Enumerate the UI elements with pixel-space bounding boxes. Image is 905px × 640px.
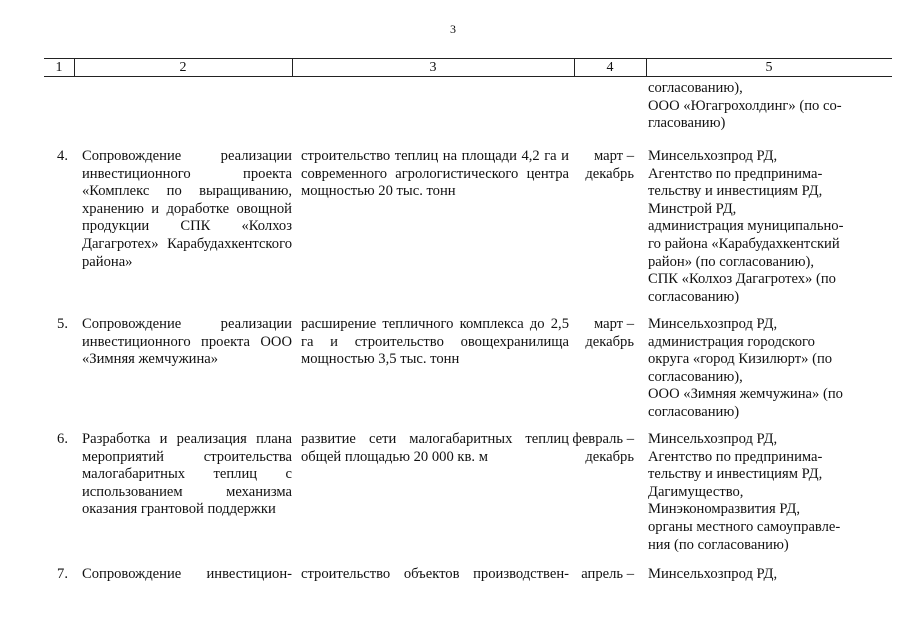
row-responsible: Минсельхозпрод РД, <box>648 566 778 582</box>
header-col-3: 3 <box>429 60 437 75</box>
row-responsible: Минсельхозпрод РД, администрация городского округа «город Кизилюрт» (по согласованию), ООО «Зимняя жемчужина» (по согласованию) <box>648 316 843 420</box>
row-responsible: Минсельхозпрод РД, Агентство по предпринима- тельству и инвестициям РД, Дагимущество, Минэкономразвития РД, органы местного самоуправле- ния (по согласованию) <box>648 431 841 553</box>
continued-line: гласованию) <box>648 115 726 132</box>
row-term: апрель – <box>581 566 634 582</box>
row-number: 4. <box>57 148 68 164</box>
row-event: Сопровождение реализации инвестиционного проекта «Комплекс по выращиванию, хранению и доработке овощной продукции СПК «Колхоз Дагагротех» Карабудахкентского района» <box>82 148 292 270</box>
row-number: 5. <box>57 316 68 332</box>
row-number: 6. <box>57 431 68 447</box>
row-result: расширение тепличного комплекса до 2,5 га и строительство овощехранилища мощностью 3,5 тыс. тонн <box>301 316 569 368</box>
continued-line: согласованию), <box>648 80 743 96</box>
row-number: 7. <box>57 566 68 582</box>
row-event: Сопровождение реализации инвестиционного проекта ООО «Зимняя жемчужина» <box>82 316 292 368</box>
header-col-5: 5 <box>765 60 773 75</box>
row-term: февраль – декабрь <box>572 431 634 465</box>
header-col-2: 2 <box>179 60 187 75</box>
table-header <box>44 58 892 77</box>
row-event: Сопровождение инвестицион- <box>82 566 292 582</box>
row-event: Разработка и реализация плана мероприятий строительства малогабаритных теплиц с использованием механизма оказания грантовой поддержки <box>82 431 292 518</box>
continued-line: ООО «Югагрохолдинг» (по со- <box>648 97 842 114</box>
header-col-1: 1 <box>55 60 63 75</box>
continued-responsible <box>648 80 860 133</box>
row-result: строительство объектов производствен- <box>301 566 569 582</box>
row-term: март – декабрь <box>585 148 634 182</box>
row-result: развитие сети малогабаритных теплиц общей площадью 20 000 кв. м <box>301 431 569 465</box>
page-number: 3 <box>450 22 456 36</box>
header-col-4: 4 <box>606 60 614 75</box>
row-term: март – декабрь <box>585 316 634 350</box>
row-responsible: Минсельхозпрод РД, Агентство по предпринима- тельству и инвестициям РД, Минстрой РД, администрация муниципально- го района «Карабудахкентский район» (по согласованию), СПК «Колхоз Дагагротех» (по согласованию) <box>648 148 844 305</box>
row-result: строительство теплиц на площади 4,2 га и современного агрологистического центра мощностью 20 тыс. тонн <box>301 148 569 200</box>
